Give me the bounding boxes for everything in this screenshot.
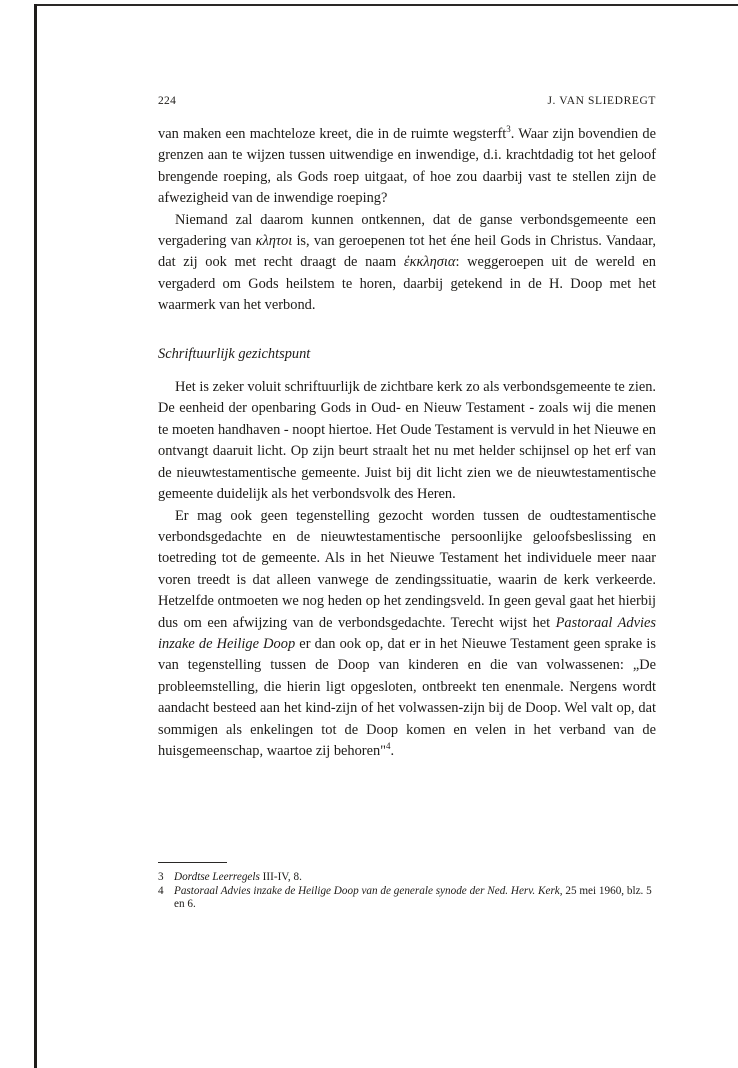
paragraph-2-text-cont: is, van geroepenen tot het éne heil Gods in Christus. Vandaar, dat zij ook met recht draagt de naam	[158, 233, 656, 271]
scan-border-left	[34, 4, 37, 1068]
paragraph-1	[158, 124, 656, 210]
footnote-detail: 25 mei 1960, blz. 5 en 6.	[174, 884, 652, 911]
page-body	[158, 95, 656, 762]
paragraph-4-text-end: .	[390, 742, 395, 759]
paragraph-2	[158, 210, 656, 317]
footnote-number: 4	[158, 884, 164, 897]
footnote-3	[158, 871, 656, 885]
paragraph-3: Het is zeker voluit schriftuurlijk de zichtbare kerk zo als verbondsgemeente te zien. De eenheid der openbaring Gods in Oud- en Nieuw Testament - zoals wij die menen te moeten handhaven - noopt hiertoe. Het Oude Testament is vervuld in het Nieuwe en ontvangt daaruit licht. Op zijn beurt straalt het nu met helder schijnsel op het erf van de nieuwtestamentische gemeente. Juist bij dit licht zien we de nieuwtestamentische gemeente duidelijk als het verbondsvolk des Heren.	[158, 379, 656, 503]
page-number: 224	[158, 95, 177, 107]
footnote-text	[174, 871, 656, 885]
cited-title: Pastoraal Advies inzake de Heilige Doop	[158, 614, 656, 652]
greek-term-kletoi: κλητοι	[255, 233, 293, 250]
paragraph-1-text-cont: . Waar zijn bovendien de grenzen aan te wijzen tussen uitwendige en inwendige, d.i. krachtdadig tot het geloof brengende roeping, als Gods roep uitgaat, of hoe zou daarbij vast te stellen zijn de afwezigheid van de inwendige roeping?	[158, 126, 656, 207]
footnote-4	[158, 885, 656, 912]
greek-term-ekklesia: ἐκκλησια	[403, 254, 456, 271]
footnote-ref-3[interactable]: 3	[506, 124, 511, 134]
paragraph-4	[158, 506, 656, 763]
paragraph-4-text-cont: er dan ook op, dat er in het Nieuwe Testament geen sprake is van tegenstelling tussen de Doop van kinderen en die van volwassenen: „De probleemstelling, die hierin ligt opgesloten, ontbreekt ten enenmale. Nergens wordt aandacht besteed aan het kind-zijn of het volwassen-zijn bij de Doop. Wel valt op, dat sommigen als enkelingen tot de Doop komen en velen in het verband van de huisgemeenschap, waartoe zij behoren"	[158, 635, 656, 759]
scan-border-top	[34, 4, 738, 6]
paragraph-2-text: Niemand zal daarom kunnen ontkennen, dat de ganse verbondsgemeente een vergadering van	[158, 211, 656, 250]
footnote-title: Dordtse Leerregels	[174, 871, 260, 883]
footnote-rule	[158, 862, 227, 863]
footnotes	[158, 862, 656, 912]
footnote-number: 3	[158, 871, 164, 883]
paragraph-1-text: van maken een machteloze kreet, die in de ruimte wegsterft	[158, 126, 507, 142]
footnote-text	[174, 885, 656, 912]
running-header	[158, 95, 656, 107]
running-head-author: J. VAN SLIEDREGT	[547, 95, 656, 107]
footnote-detail: III-IV, 8.	[259, 871, 302, 883]
section-heading: Schriftuurlijk gezichtspunt	[158, 345, 311, 362]
footnote-title: Pastoraal Advies inzake de Heilige Doop van de generale synode der Ned. Herv. Kerk,	[174, 884, 563, 897]
paragraph-2-text-end: : weggeroepen uit de wereld en vergaderd om Gods heilstem te horen, daarbij getekend in de H. Doop met het waarmerk van het verbond.	[158, 254, 656, 314]
footnote-ref-4[interactable]: 4	[386, 740, 391, 751]
paragraph-4-text: Er mag ook geen tegenstelling gezocht worden tussen de oudtestamentische verbondsgedachte en de nieuwtestamentische persoonlijke geloofsbeslissing en toetreding tot de gemeente. Als in het Nieuwe Testament het individuele meer naar voren treedt is dat alleen vanwege de zendingssituatie, waarin de kerk verkeerde. Hetzelfde ontmoeten we nog heden op het zendingsveld. In geen geval gaat het hierbij dus om een afwijzing van de verbondsgedachte. Terecht wijst het	[158, 507, 656, 631]
